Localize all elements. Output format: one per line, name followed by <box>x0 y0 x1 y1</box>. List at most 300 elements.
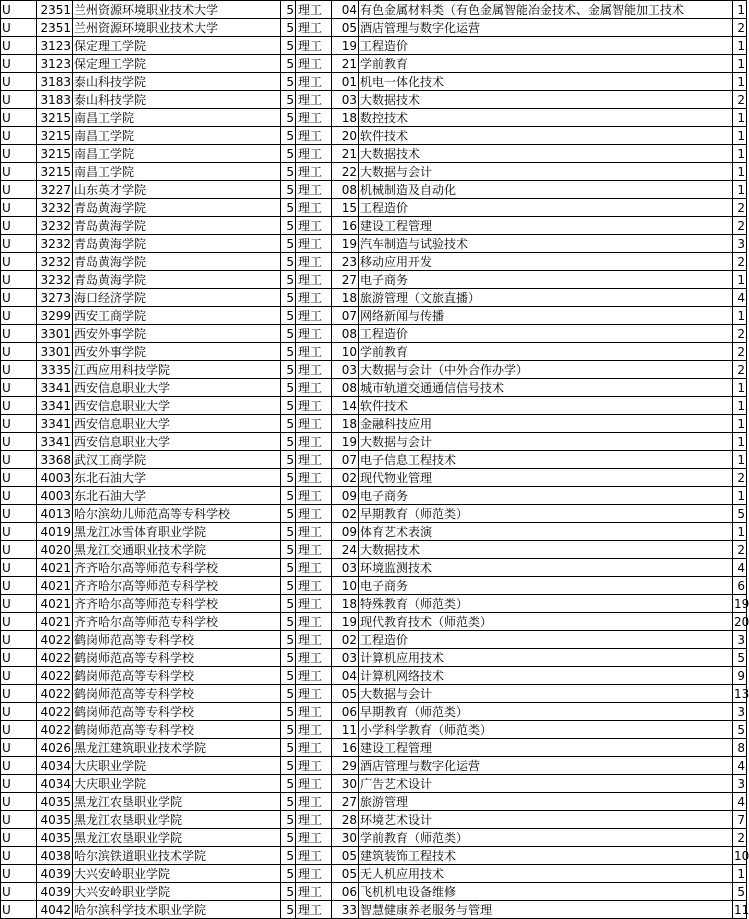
table-row <box>1 343 747 361</box>
major-name-cell: 大数据技术 <box>359 91 733 109</box>
major-name-cell: 建设工程管理 <box>359 217 733 235</box>
major-code-cell: 22 <box>332 163 359 181</box>
category-cell: 理工 <box>296 253 332 271</box>
plan-count-cell: 1 <box>733 37 747 55</box>
batch-code-cell: U <box>1 703 37 721</box>
school-code-cell: 3301 <box>37 343 73 361</box>
school-name-cell: 泰山科技学院 <box>73 73 281 91</box>
school-code-cell: 4039 <box>37 865 73 883</box>
major-name-cell: 学前教育 <box>359 343 733 361</box>
category-cell: 理工 <box>296 127 332 145</box>
major-code-cell: 06 <box>332 883 359 901</box>
school-name-cell: 鹤岗师范高等专科学校 <box>73 721 281 739</box>
table-row <box>1 631 747 649</box>
school-code-cell: 4026 <box>37 739 73 757</box>
batch-code-cell: U <box>1 361 37 379</box>
school-code-cell: 3215 <box>37 127 73 145</box>
duration-cell: 5 <box>281 1 296 19</box>
batch-code-cell: U <box>1 865 37 883</box>
plan-count-cell: 2 <box>733 217 747 235</box>
school-code-cell: 3232 <box>37 235 73 253</box>
plan-count-cell: 2 <box>733 361 747 379</box>
plan-count-cell: 5 <box>733 721 747 739</box>
category-cell: 理工 <box>296 541 332 559</box>
school-name-cell: 山东英才学院 <box>73 181 281 199</box>
duration-cell: 5 <box>281 289 296 307</box>
duration-cell: 5 <box>281 469 296 487</box>
school-code-cell: 4003 <box>37 487 73 505</box>
major-name-cell: 酒店管理与数字化运营 <box>359 19 733 37</box>
category-cell: 理工 <box>296 505 332 523</box>
duration-cell: 5 <box>281 127 296 145</box>
school-code-cell: 4022 <box>37 685 73 703</box>
category-cell: 理工 <box>296 55 332 73</box>
school-name-cell: 黑龙江建筑职业技术学院 <box>73 739 281 757</box>
category-cell: 理工 <box>296 739 332 757</box>
school-name-cell: 青岛黄海学院 <box>73 253 281 271</box>
school-name-cell: 西安工商学院 <box>73 307 281 325</box>
batch-code-cell: U <box>1 469 37 487</box>
school-code-cell: 4021 <box>37 613 73 631</box>
batch-code-cell: U <box>1 343 37 361</box>
school-code-cell: 3215 <box>37 163 73 181</box>
school-code-cell: 4034 <box>37 775 73 793</box>
category-cell: 理工 <box>296 343 332 361</box>
table-row <box>1 577 747 595</box>
table-row <box>1 829 747 847</box>
duration-cell: 5 <box>281 847 296 865</box>
category-cell: 理工 <box>296 631 332 649</box>
duration-cell: 5 <box>281 577 296 595</box>
plan-count-cell: 5 <box>733 649 747 667</box>
major-code-cell: 08 <box>332 379 359 397</box>
batch-code-cell: U <box>1 253 37 271</box>
school-name-cell: 西安信息职业大学 <box>73 397 281 415</box>
duration-cell: 5 <box>281 199 296 217</box>
major-code-cell: 14 <box>332 397 359 415</box>
table-row <box>1 487 747 505</box>
school-name-cell: 保定理工学院 <box>73 37 281 55</box>
batch-code-cell: U <box>1 91 37 109</box>
plan-count-cell: 2 <box>733 469 747 487</box>
school-code-cell: 3123 <box>37 55 73 73</box>
major-name-cell: 工程造价 <box>359 631 733 649</box>
major-code-cell: 16 <box>332 739 359 757</box>
plan-count-cell: 4 <box>733 559 747 577</box>
duration-cell: 5 <box>281 361 296 379</box>
plan-count-cell: 6 <box>733 577 747 595</box>
category-cell: 理工 <box>296 613 332 631</box>
batch-code-cell: U <box>1 235 37 253</box>
table-row <box>1 379 747 397</box>
major-code-cell: 03 <box>332 649 359 667</box>
table-row <box>1 361 747 379</box>
school-name-cell: 武汉工商学院 <box>73 451 281 469</box>
batch-code-cell: U <box>1 721 37 739</box>
plan-count-cell: 5 <box>733 505 747 523</box>
major-code-cell: 29 <box>332 757 359 775</box>
school-name-cell: 大庆职业学院 <box>73 775 281 793</box>
batch-code-cell: U <box>1 451 37 469</box>
category-cell: 理工 <box>296 487 332 505</box>
table-row <box>1 217 747 235</box>
major-name-cell: 移动应用开发 <box>359 253 733 271</box>
duration-cell: 5 <box>281 325 296 343</box>
plan-count-cell: 1 <box>733 109 747 127</box>
school-name-cell: 南昌工学院 <box>73 127 281 145</box>
table-row <box>1 901 747 919</box>
school-code-cell: 4021 <box>37 559 73 577</box>
major-name-cell: 飞机机电设备维修 <box>359 883 733 901</box>
plan-count-cell: 1 <box>733 415 747 433</box>
batch-code-cell: U <box>1 829 37 847</box>
table-row <box>1 397 747 415</box>
table-row <box>1 703 747 721</box>
major-name-cell: 智慧健康养老服务与管理 <box>359 901 733 919</box>
batch-code-cell: U <box>1 325 37 343</box>
table-row <box>1 883 747 901</box>
plan-count-cell: 1 <box>733 145 747 163</box>
plan-count-cell: 20 <box>734 614 749 629</box>
major-name-cell: 工程造价 <box>359 37 733 55</box>
major-code-cell: 19 <box>332 235 359 253</box>
batch-code-cell: U <box>1 145 37 163</box>
batch-code-cell: U <box>1 289 37 307</box>
category-cell: 理工 <box>296 451 332 469</box>
batch-code-cell: U <box>1 433 37 451</box>
major-name-cell: 大数据与会计 <box>359 163 733 181</box>
duration-cell: 5 <box>281 649 296 667</box>
category-cell: 理工 <box>296 685 332 703</box>
duration-cell: 5 <box>281 433 296 451</box>
duration-cell: 5 <box>281 685 296 703</box>
batch-code-cell: U <box>1 487 37 505</box>
plan-count-cell: 19 <box>734 596 749 611</box>
school-code-cell: 3341 <box>37 397 73 415</box>
major-name-cell: 学前教育（师范类） <box>359 829 733 847</box>
major-code-cell: 21 <box>332 145 359 163</box>
category-cell: 理工 <box>296 865 332 883</box>
major-name-cell: 早期教育（师范类） <box>359 703 733 721</box>
table-row <box>1 775 747 793</box>
category-cell: 理工 <box>296 883 332 901</box>
duration-cell: 5 <box>281 163 296 181</box>
major-name-cell: 软件技术 <box>359 397 733 415</box>
major-name-cell: 有色金属材料类（有色金属智能冶金技术、金属智能加工技术 <box>359 1 733 19</box>
school-name-cell: 西安外事学院 <box>73 343 281 361</box>
table-row <box>1 541 747 559</box>
table-row <box>1 613 747 631</box>
duration-cell: 5 <box>281 487 296 505</box>
major-code-cell: 06 <box>332 703 359 721</box>
school-code-cell: 3215 <box>37 145 73 163</box>
major-code-cell: 04 <box>332 1 359 19</box>
major-name-cell: 无人机应用技术 <box>359 865 733 883</box>
duration-cell: 5 <box>281 181 296 199</box>
plan-count-cell: 2 <box>733 541 747 559</box>
school-name-cell: 哈尔滨幼儿师范高等专科学校 <box>73 505 281 523</box>
duration-cell: 5 <box>281 55 296 73</box>
category-cell: 理工 <box>296 289 332 307</box>
batch-code-cell: U <box>1 847 37 865</box>
major-code-cell: 18 <box>332 595 359 613</box>
major-code-cell: 27 <box>332 793 359 811</box>
table-row <box>1 847 747 865</box>
table-row <box>1 793 747 811</box>
duration-cell: 5 <box>281 253 296 271</box>
major-code-cell: 24 <box>332 541 359 559</box>
table-row <box>1 271 747 289</box>
major-name-cell: 电子商务 <box>359 487 733 505</box>
school-code-cell: 3232 <box>37 217 73 235</box>
major-code-cell: 33 <box>332 901 359 919</box>
school-code-cell: 3183 <box>37 91 73 109</box>
major-name-cell: 金融科技应用 <box>359 415 733 433</box>
table-row <box>1 685 747 703</box>
major-code-cell: 19 <box>332 433 359 451</box>
batch-code-cell: U <box>1 901 37 919</box>
duration-cell: 5 <box>281 865 296 883</box>
category-cell: 理工 <box>296 361 332 379</box>
school-code-cell: 4035 <box>37 793 73 811</box>
major-code-cell: 08 <box>332 181 359 199</box>
major-code-cell: 20 <box>332 127 359 145</box>
school-name-cell: 哈尔滨铁道职业技术学院 <box>73 847 281 865</box>
school-name-cell: 黑龙江冰雪体育职业学院 <box>73 523 281 541</box>
school-name-cell: 鹤岗师范高等专科学校 <box>73 685 281 703</box>
major-name-cell: 环境艺术设计 <box>359 811 733 829</box>
category-cell: 理工 <box>296 397 332 415</box>
school-code-cell: 3341 <box>37 433 73 451</box>
batch-code-cell: U <box>1 19 37 37</box>
major-name-cell: 机械制造及自动化 <box>359 181 733 199</box>
duration-cell: 5 <box>281 145 296 163</box>
major-code-cell: 01 <box>332 73 359 91</box>
school-code-cell: 4022 <box>37 667 73 685</box>
table-row <box>1 289 747 307</box>
school-name-cell: 齐齐哈尔高等师范专科学校 <box>73 559 281 577</box>
batch-code-cell: U <box>1 523 37 541</box>
category-cell: 理工 <box>296 19 332 37</box>
school-code-cell: 4035 <box>37 829 73 847</box>
plan-count-cell: 2 <box>733 199 747 217</box>
plan-count-cell: 3 <box>733 631 747 649</box>
plan-count-cell: 10 <box>734 848 749 863</box>
school-code-cell: 3123 <box>37 37 73 55</box>
major-name-cell: 计算机应用技术 <box>359 649 733 667</box>
plan-count-cell: 13 <box>734 686 749 701</box>
major-code-cell: 16 <box>332 217 359 235</box>
major-code-cell: 10 <box>332 343 359 361</box>
batch-code-cell: U <box>1 55 37 73</box>
school-name-cell: 西安信息职业大学 <box>73 433 281 451</box>
major-name-cell: 计算机网络技术 <box>359 667 733 685</box>
school-name-cell: 南昌工学院 <box>73 109 281 127</box>
plan-count-cell: 1 <box>733 73 747 91</box>
table-row <box>1 109 747 127</box>
duration-cell: 5 <box>281 343 296 361</box>
batch-code-cell: U <box>1 541 37 559</box>
table-row <box>1 55 747 73</box>
major-name-cell: 电子信息工程技术 <box>359 451 733 469</box>
school-name-cell: 青岛黄海学院 <box>73 199 281 217</box>
major-code-cell: 02 <box>332 469 359 487</box>
duration-cell: 5 <box>281 379 296 397</box>
major-code-cell: 21 <box>332 55 359 73</box>
major-code-cell: 05 <box>332 865 359 883</box>
table-row <box>1 523 747 541</box>
batch-code-cell: U <box>1 199 37 217</box>
table-row <box>1 253 747 271</box>
batch-code-cell: U <box>1 667 37 685</box>
school-code-cell: 4022 <box>37 703 73 721</box>
duration-cell: 5 <box>281 595 296 613</box>
major-code-cell: 08 <box>332 325 359 343</box>
school-name-cell: 鹤岗师范高等专科学校 <box>73 649 281 667</box>
school-code-cell: 4022 <box>37 721 73 739</box>
school-code-cell: 4021 <box>37 577 73 595</box>
duration-cell: 5 <box>281 19 296 37</box>
major-name-cell: 现代物业管理 <box>359 469 733 487</box>
school-code-cell: 3215 <box>37 109 73 127</box>
plan-count-cell: 1 <box>733 181 747 199</box>
major-code-cell: 15 <box>332 199 359 217</box>
category-cell: 理工 <box>296 73 332 91</box>
plan-count-cell: 1 <box>733 379 747 397</box>
duration-cell: 5 <box>281 793 296 811</box>
plan-count-cell: 1 <box>733 163 747 181</box>
category-cell: 理工 <box>296 433 332 451</box>
category-cell: 理工 <box>296 91 332 109</box>
major-name-cell: 小学科学教育（师范类） <box>359 721 733 739</box>
major-name-cell: 城市轨道交通通信信号技术 <box>359 379 733 397</box>
school-code-cell: 4021 <box>37 595 73 613</box>
school-name-cell: 西安外事学院 <box>73 325 281 343</box>
major-code-cell: 19 <box>332 613 359 631</box>
major-code-cell: 30 <box>332 829 359 847</box>
category-cell: 理工 <box>296 757 332 775</box>
category-cell: 理工 <box>296 811 332 829</box>
table-row <box>1 73 747 91</box>
major-name-cell: 汽车制造与试验技术 <box>359 235 733 253</box>
major-name-cell: 大数据与会计 <box>359 433 733 451</box>
table-row <box>1 667 747 685</box>
major-code-cell: 10 <box>332 577 359 595</box>
school-code-cell: 4022 <box>37 631 73 649</box>
major-code-cell: 07 <box>332 307 359 325</box>
duration-cell: 5 <box>281 217 296 235</box>
duration-cell: 5 <box>281 415 296 433</box>
duration-cell: 5 <box>281 73 296 91</box>
duration-cell: 5 <box>281 901 296 919</box>
school-code-cell: 3273 <box>37 289 73 307</box>
major-code-cell: 05 <box>332 685 359 703</box>
batch-code-cell: U <box>1 307 37 325</box>
category-cell: 理工 <box>296 163 332 181</box>
major-name-cell: 广告艺术设计 <box>359 775 733 793</box>
major-code-cell: 18 <box>332 415 359 433</box>
duration-cell: 5 <box>281 559 296 577</box>
category-cell: 理工 <box>296 415 332 433</box>
duration-cell: 5 <box>281 91 296 109</box>
plan-count-cell: 1 <box>733 865 747 883</box>
batch-code-cell: U <box>1 613 37 631</box>
major-code-cell: 02 <box>332 631 359 649</box>
school-name-cell: 齐齐哈尔高等师范专科学校 <box>73 577 281 595</box>
school-code-cell: 2351 <box>37 1 73 19</box>
category-cell: 理工 <box>296 1 332 19</box>
duration-cell: 5 <box>281 721 296 739</box>
batch-code-cell: U <box>1 775 37 793</box>
table-row <box>1 433 747 451</box>
school-name-cell: 大庆职业学院 <box>73 757 281 775</box>
duration-cell: 5 <box>281 703 296 721</box>
major-name-cell: 环境监测技术 <box>359 559 733 577</box>
batch-code-cell: U <box>1 217 37 235</box>
batch-code-cell: U <box>1 379 37 397</box>
table-row <box>1 37 747 55</box>
school-name-cell: 西安信息职业大学 <box>73 379 281 397</box>
duration-cell: 5 <box>281 541 296 559</box>
major-code-cell: 04 <box>332 667 359 685</box>
school-name-cell: 南昌工学院 <box>73 163 281 181</box>
table-row <box>1 865 747 883</box>
plan-count-cell: 3 <box>733 775 747 793</box>
table-row <box>1 1 747 19</box>
table-row <box>1 469 747 487</box>
plan-count-cell: 1 <box>733 433 747 451</box>
school-name-cell: 保定理工学院 <box>73 55 281 73</box>
school-code-cell: 3183 <box>37 73 73 91</box>
major-name-cell: 建筑装饰工程技术 <box>359 847 733 865</box>
major-name-cell: 学前教育 <box>359 55 733 73</box>
plan-count-cell: 1 <box>733 487 747 505</box>
major-name-cell: 软件技术 <box>359 127 733 145</box>
major-name-cell: 早期教育（师范类） <box>359 505 733 523</box>
table-row <box>1 163 747 181</box>
duration-cell: 5 <box>281 37 296 55</box>
table-row <box>1 757 747 775</box>
plan-count-cell: 7 <box>733 811 747 829</box>
plan-count-cell: 2 <box>733 325 747 343</box>
duration-cell: 5 <box>281 451 296 469</box>
school-name-cell: 兰州资源环境职业技术大学 <box>73 1 281 19</box>
plan-count-cell: 3 <box>733 235 747 253</box>
school-name-cell: 兰州资源环境职业技术大学 <box>73 19 281 37</box>
school-name-cell: 黑龙江农垦职业学院 <box>73 829 281 847</box>
school-name-cell: 东北石油大学 <box>73 469 281 487</box>
batch-code-cell: U <box>1 181 37 199</box>
school-code-cell: 3232 <box>37 253 73 271</box>
major-name-cell: 旅游管理 <box>359 793 733 811</box>
category-cell: 理工 <box>296 829 332 847</box>
category-cell: 理工 <box>296 667 332 685</box>
duration-cell: 5 <box>281 739 296 757</box>
table-row <box>1 199 747 217</box>
batch-code-cell: U <box>1 739 37 757</box>
batch-code-cell: U <box>1 793 37 811</box>
duration-cell: 5 <box>281 811 296 829</box>
category-cell: 理工 <box>296 199 332 217</box>
school-code-cell: 3341 <box>37 415 73 433</box>
major-name-cell: 大数据技术 <box>359 541 733 559</box>
category-cell: 理工 <box>296 523 332 541</box>
plan-count-cell: 3 <box>733 703 747 721</box>
batch-code-cell: U <box>1 109 37 127</box>
table-row <box>1 451 747 469</box>
batch-code-cell: U <box>1 415 37 433</box>
category-cell: 理工 <box>296 775 332 793</box>
